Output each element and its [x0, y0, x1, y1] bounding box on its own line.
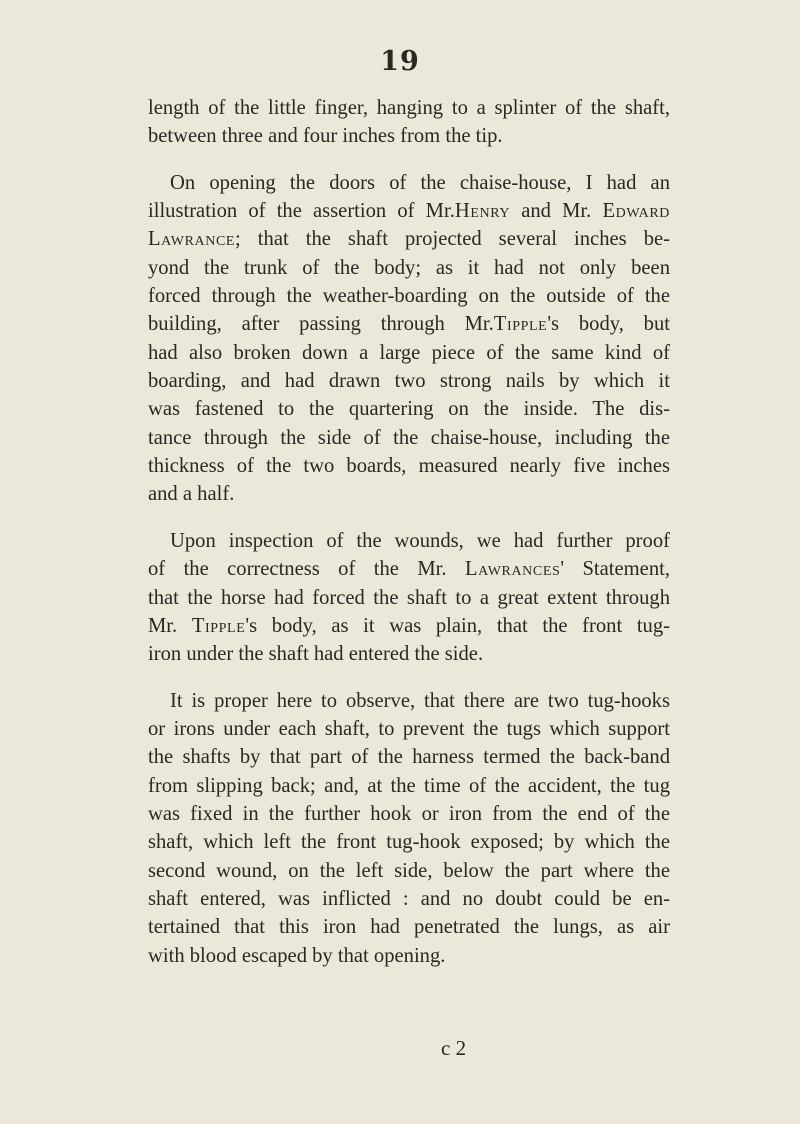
text-line: iron under the shaft had entered the side.: [148, 643, 484, 666]
text-run: building, after passing through Mr.: [148, 313, 494, 336]
paragraph-4: [148, 687, 670, 970]
name-tipple: Tipple: [191, 614, 246, 637]
page-number: 19: [380, 46, 420, 77]
text-line: or irons under each shaft, to prevent the tugs which support: [148, 717, 670, 740]
text-line: and a half.: [148, 483, 235, 506]
text-run: of the correctness of the Mr.: [148, 558, 447, 581]
text-line: shaft, which left the front tug-hook exposed; by which the: [148, 831, 670, 854]
text-line: [148, 555, 670, 583]
paragraph-1: [148, 94, 670, 151]
paragraph-3: [148, 527, 670, 669]
text-line: tance through the side of the chaise-house, including the: [148, 426, 670, 449]
text-line: shaft entered, was inflicted : and no doubt could be en-: [148, 887, 670, 910]
name-lawrance: Lawrance: [148, 228, 236, 251]
name-tipple: Tipple: [493, 313, 548, 336]
text-line: had also broken down a large piece of the same kind of: [148, 341, 670, 364]
text-line: tertained that this iron had penetrated the lungs, as air: [148, 916, 670, 939]
text-run: ; that the shaft projected several inches be-: [235, 228, 670, 251]
name-henry: Henry: [454, 200, 511, 223]
text-line: with blood escaped by that opening.: [148, 944, 446, 967]
text-line: was fixed in the further hook or iron from the end of the: [148, 802, 670, 825]
text-run: and Mr.: [510, 200, 592, 223]
text-line: [148, 310, 670, 338]
text-line: length of the little finger, hanging to a splinter of the shaft,: [148, 97, 670, 119]
text-run: 's body, as it was plain, that the front tug-: [245, 614, 670, 637]
text-line: yond the trunk of the body; as it had not only been: [148, 256, 670, 279]
body-text: [148, 94, 670, 970]
text-run: Mr.: [148, 614, 178, 637]
text-line: second wound, on the left side, below the part where the: [148, 859, 670, 882]
text-line: It is proper here to observe, that there are two tug-hooks: [170, 689, 670, 712]
text-run: ' Statement,: [560, 558, 670, 581]
text-line: [148, 225, 670, 253]
text-line: On opening the doors of the chaise-house, I had an: [170, 171, 670, 194]
text-line: forced through the weather-boarding on the outside of the: [148, 285, 670, 308]
paragraph-2: [148, 169, 670, 509]
text-line: [148, 197, 670, 225]
text-line: boarding, and had drawn two strong nails by which it: [148, 370, 670, 393]
text-line: from slipping back; and, at the time of the accident, the tug: [148, 774, 670, 797]
text-line: that the horse had forced the shaft to a great extent through: [148, 586, 670, 609]
text-line: was fastened to the quartering on the inside. The dis-: [148, 398, 670, 421]
name-lawrances: Lawrances: [464, 558, 561, 581]
text-run: illustration of the assertion of Mr.: [148, 200, 455, 223]
text-line: between three and four inches from the tip.: [148, 125, 503, 148]
text-run: 's body, but: [547, 313, 670, 336]
text-line: Upon inspection of the wounds, we had further proof: [170, 529, 670, 552]
signature-mark: c 2: [441, 1036, 467, 1060]
text-line: thickness of the two boards, measured nearly five inches: [148, 455, 670, 478]
name-edward: Edward: [602, 200, 670, 223]
text-line: the shafts by that part of the harness termed the back-band: [148, 746, 670, 769]
text-line: [148, 612, 670, 640]
